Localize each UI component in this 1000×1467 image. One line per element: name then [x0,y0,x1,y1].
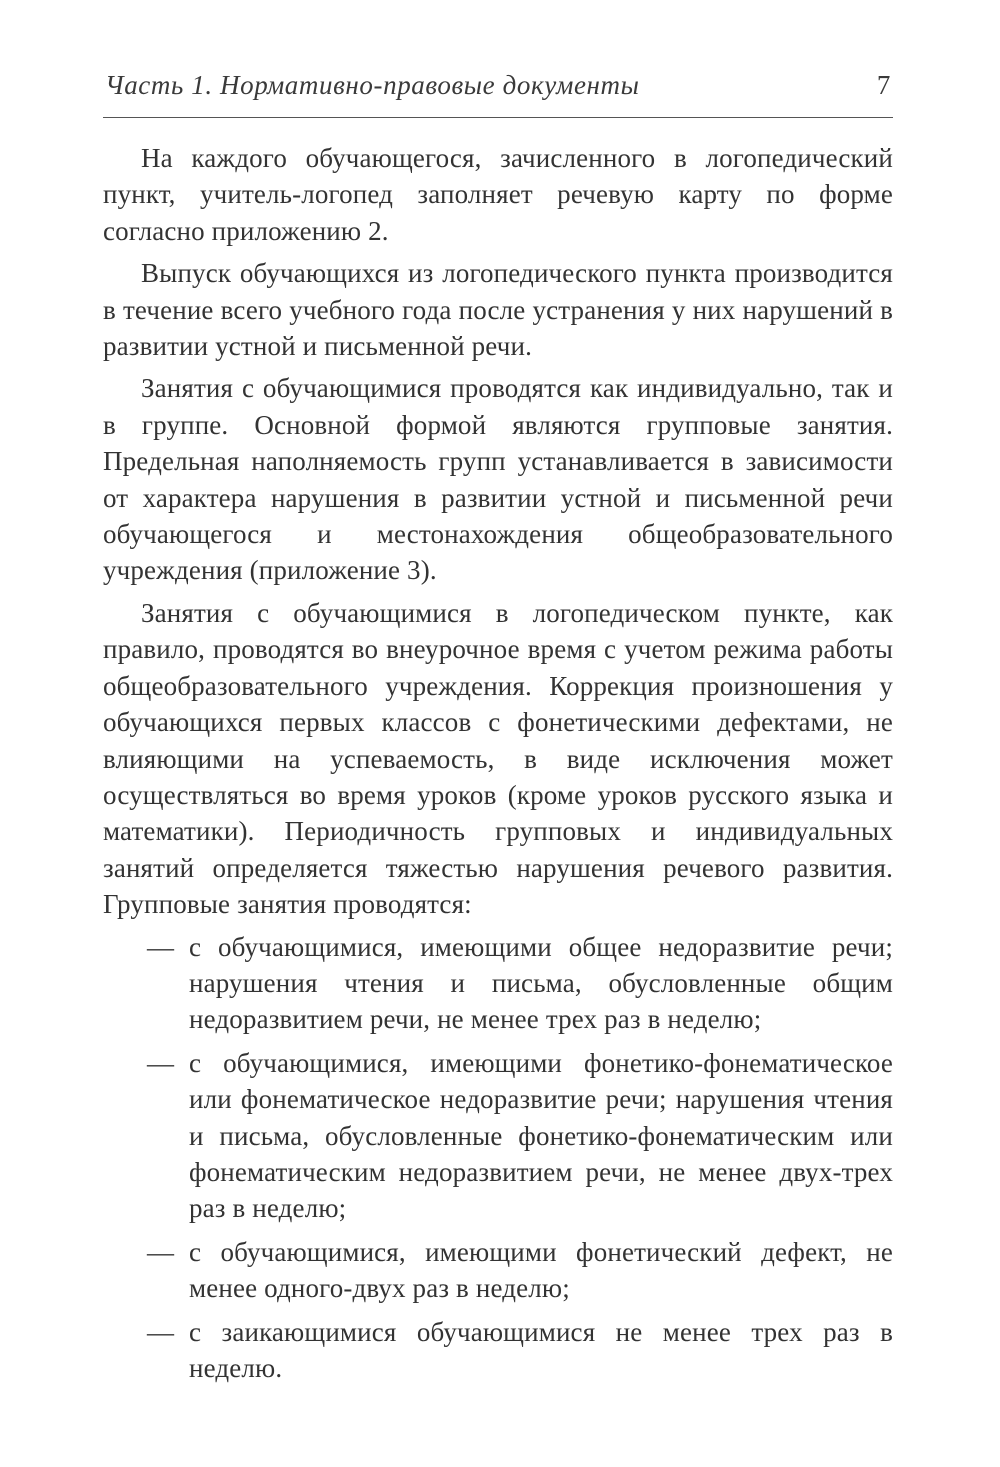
running-head-title: Часть 1. Нормативно-правовые документы [105,70,640,100]
paragraph: На каждого обучающегося, зачисленного в логопедический пункт, учитель-логопед заполняет речевую карту по форме согласно приложению 2. [103,143,893,246]
list-item [103,1045,893,1227]
list-item-text: с обучающимися, имеющими общее недоразвитие речи; нарушения чтения и письма, обусловленные общим недоразвитием речи, не менее трех раз в неделю; [189,931,893,1035]
list-item [103,929,893,1038]
list-dash-marker: — [147,1047,175,1078]
body-text [103,140,893,1393]
list-item-text: с обучающимися, имеющими фонетический дефект, не менее одного-двух раз в неделю; [189,1236,893,1304]
list-item [103,1234,893,1307]
list-dash-marker: — [147,1236,175,1267]
list-item [103,1314,893,1387]
header-rule [103,117,893,118]
list-item-text: с заикающимися обучающимися не менее трех раз в неделю. [189,1316,893,1383]
paragraph: Занятия с обучающимися в логопедическом пункте, как правило, проводятся во внеурочное время с учетом режима работы общеобразовательного учреждения. Коррекция произношения у обучающихся первых классов с фонетическими дефектами, не влияющими на успеваемость, в виде исключения может осуществляться во время уроков (кроме уроков русского языка и математики). Периодичность групповых и индивидуальных занятий определяется тяжестью нарушения речевого развития. Групповые занятия проводятся: [103,597,893,920]
page-number: 7 [876,70,891,100]
list-item-text: с обучающимися, имеющими фонетико-фонематическое или фонематическое недоразвитие речи; нарушения чтения и письма, обусловленные фонетико-фонематическим или фонематическим недоразвитием речи, не менее двух-трех раз в неделю; [189,1047,893,1224]
paragraph: Занятия с обучающимися проводятся как индивидуально, так и в группе. Основной формой являются групповые занятия. Предельная наполняемость групп устанавливается в зависимости от характера нарушения в развитии устной и письменной речи обучающегося и местонахождения общеобразовательного учреждения (приложение 3). [103,373,893,586]
group-sessions-list [103,929,893,1387]
list-dash-marker: — [147,931,175,962]
running-head [103,70,893,110]
paragraph: Выпуск обучающихся из логопедического пункта производится в течение всего учебного года после устранения у них нарушений в развитии устной и письменной речи. [103,258,893,362]
list-dash-marker: — [147,1316,175,1347]
book-page [103,0,893,1467]
